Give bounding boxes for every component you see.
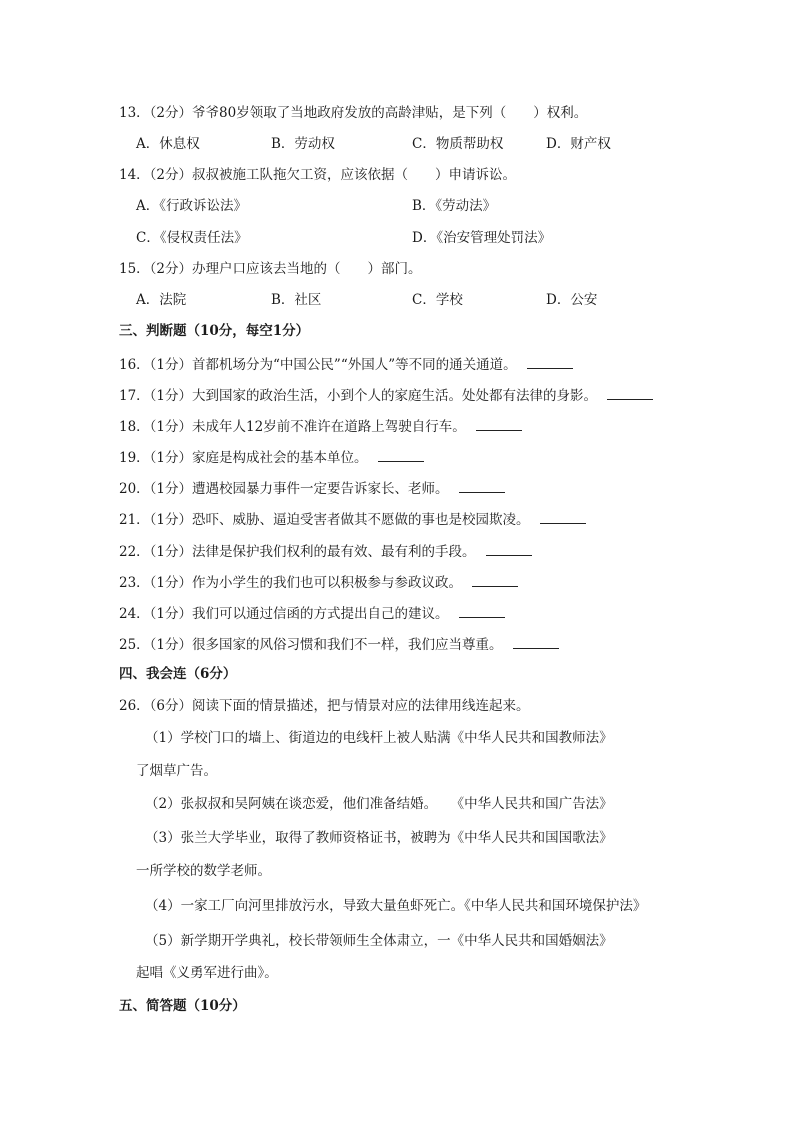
judge-item-20: 20．（1分）遭遇校园暴力事件一定要告诉家长、老师。 — [119, 478, 505, 498]
q26-line-2: 了烟草广告。 — [136, 763, 217, 779]
answer-blank[interactable] — [476, 416, 522, 431]
q26-line-6: （4）一家工厂向河里排放污水，导致大量鱼虾死亡。《中华人民共和国环境保护法》 — [145, 898, 647, 914]
question-14-stem: 14．（2分）叔叔被施工队拖欠工资，应该依据（ ）申请诉讼。 — [119, 167, 517, 183]
q13-option-b: B．劳动权 — [271, 136, 335, 152]
q14-option-a: A．《行政诉讼法》 — [136, 198, 247, 214]
judge-item-18: 18．（1分）未成年人12岁前不准许在道路上驾驶自行车。 — [119, 416, 522, 436]
question-26-stem: 26．（6分）阅读下面的情景描述，把与情景对应的法律用线连起来。 — [119, 698, 530, 714]
q15-option-a: A．法院 — [136, 292, 187, 308]
q26-line-1: （1）学校门口的墙上、街道边的电线杆上被人贴满《中华人民共和国教师法》 — [145, 730, 613, 746]
q14-option-b: B．《劳动法》 — [412, 198, 497, 214]
q15-option-b: B．社区 — [271, 292, 322, 308]
q14-option-d: D．《治安管理处罚法》 — [412, 230, 552, 246]
answer-blank[interactable] — [459, 603, 505, 618]
q13-option-d: D．财产权 — [546, 136, 611, 152]
q15-option-d: D．公安 — [546, 292, 598, 308]
question-13-stem: 13．（2分）爷爷80岁领取了当地政府发放的高龄津贴，是下列（ ）权利。 — [119, 105, 588, 121]
judge-item-16: 16．（1分）首都机场分为“中国公民”“外国人”等不同的通关通道。 — [119, 354, 573, 374]
section-4-heading: 四、我会连（6分） — [119, 666, 237, 682]
q26-line-4: （3）张兰大学毕业，取得了教师资格证书，被聘为《中华人民共和国国歌法》 — [145, 830, 613, 846]
answer-blank[interactable] — [378, 447, 424, 462]
answer-blank[interactable] — [472, 572, 518, 587]
judge-item-17: 17．（1分）大到国家的政治生活，小到个人的家庭生活。处处都有法律的身影。 — [119, 385, 653, 405]
judge-item-21: 21．（1分）恐吓、威胁、逼迫受害者做其不愿做的事也是校园欺凌。 — [119, 509, 586, 529]
judge-item-24: 24．（1分）我们可以通过信函的方式提出自己的建议。 — [119, 603, 505, 623]
answer-blank[interactable] — [486, 541, 532, 556]
answer-blank[interactable] — [527, 354, 573, 369]
q13-option-c: C．物质帮助权 — [412, 136, 504, 152]
q13-option-a: A．休息权 — [136, 136, 200, 152]
judge-item-22: 22．（1分）法律是保护我们权利的最有效、最有利的手段。 — [119, 541, 532, 561]
answer-blank[interactable] — [513, 634, 559, 649]
q15-option-c: C．学校 — [412, 292, 463, 308]
question-15-stem: 15．（2分）办理户口应该去当地的（ ）部门。 — [119, 261, 422, 277]
q26-line-3: （2）张叔叔和吴阿姨在谈恋爱，他们准备结婚。 《中华人民共和国广告法》 — [145, 796, 613, 812]
section-3-heading: 三、判断题（10分，每空1分） — [119, 323, 310, 339]
judge-item-19: 19．（1分）家庭是构成社会的基本单位。 — [119, 447, 424, 467]
q26-line-7: （5）新学期开学典礼，校长带领师生全体肃立，一《中华人民共和国婚姻法》 — [145, 933, 613, 949]
judge-item-23: 23．（1分）作为小学生的我们也可以积极参与参政议政。 — [119, 572, 518, 592]
answer-blank[interactable] — [607, 385, 653, 400]
section-5-heading: 五、简答题（10分） — [119, 998, 246, 1014]
answer-blank[interactable] — [540, 509, 586, 524]
q14-option-c: C．《侵权责任法》 — [136, 230, 248, 246]
q26-line-5: 一所学校的数学老师。 — [136, 863, 271, 879]
answer-blank[interactable] — [459, 478, 505, 493]
judge-item-25: 25．（1分）很多国家的风俗习惯和我们不一样，我们应当尊重。 — [119, 634, 559, 654]
q26-line-8: 起唱《义勇军进行曲》。 — [136, 965, 278, 981]
